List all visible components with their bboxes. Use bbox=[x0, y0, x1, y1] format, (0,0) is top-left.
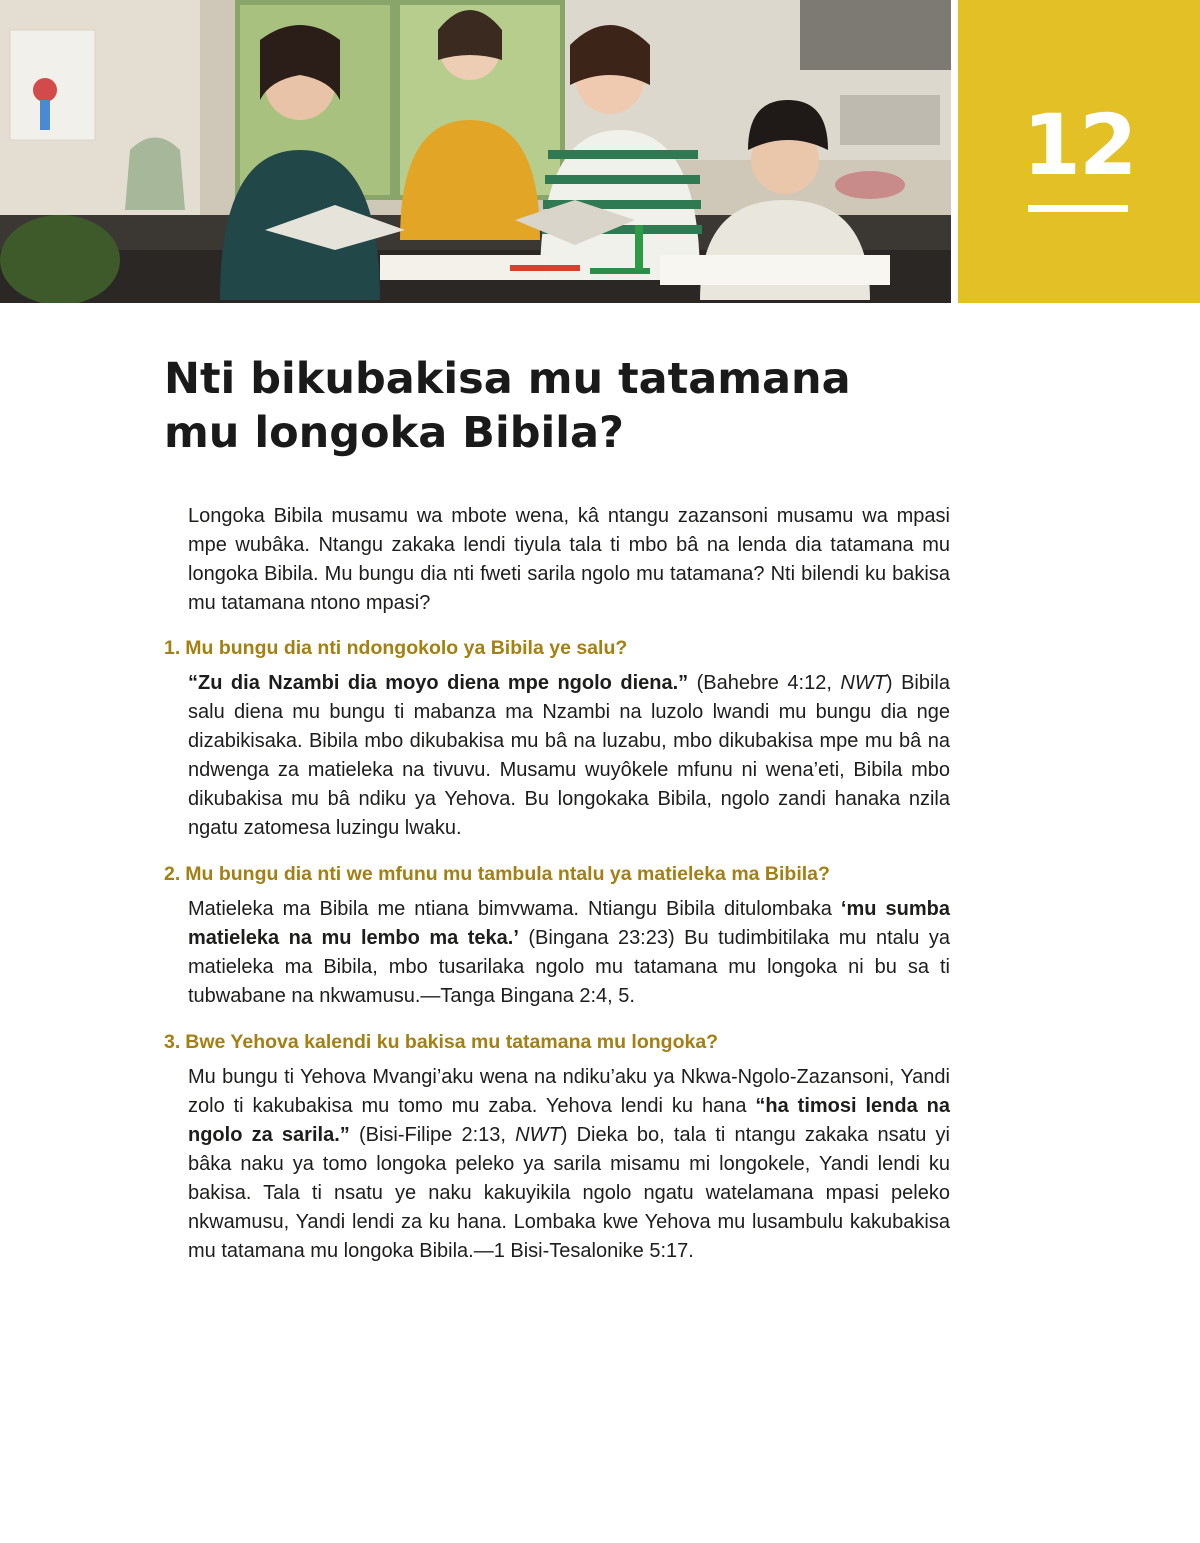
question-text: Mu bungu dia nti ndongokolo ya Bibila ye salu? bbox=[185, 637, 628, 659]
question-section-2 bbox=[164, 861, 950, 1011]
lesson-number-panel bbox=[958, 0, 1200, 303]
question-number: 2. bbox=[164, 863, 181, 885]
answer-paragraph bbox=[188, 669, 950, 843]
question-number: 3. bbox=[164, 1031, 181, 1053]
bible-version: NWT bbox=[515, 1124, 561, 1146]
scripture-ref-close: ) bbox=[885, 672, 902, 694]
question-number: 1. bbox=[164, 637, 181, 659]
scripture-quote: ‘mu sumba matieleka na mu lembo ma teka.’ bbox=[188, 898, 950, 949]
bible-version: NWT bbox=[840, 672, 886, 694]
scripture-quote: “Zu dia Nzambi dia moyo diena mpe ngolo diena.” bbox=[188, 672, 689, 694]
lesson-number: 12 bbox=[1022, 96, 1136, 194]
scripture-quote: “ha timosi lenda na ngolo za sarila.” bbox=[188, 1095, 950, 1146]
lesson-content bbox=[164, 502, 950, 1284]
lesson-number-underline bbox=[1028, 205, 1128, 212]
scripture-ref: (Bahebre 4:12, bbox=[688, 672, 841, 694]
answer-body-end: (Bingana 23:23) Bu tudimbitilaka mu ntalu ya matieleka ma Bibila, mbo tusarilaka ngolo mu tatamana mu longoka ni bu sa ti tubwabane na nkwamusu.—Tanga Bingana 2:4, 5. bbox=[188, 927, 950, 1007]
question-section-1 bbox=[164, 635, 950, 843]
answer-paragraph bbox=[188, 1063, 950, 1266]
page-title bbox=[164, 352, 1064, 460]
question-heading bbox=[164, 1029, 950, 1055]
answer-body: Bibila salu diena mu bungu ti mabanza ma Nzambi na luzolo lwandi mu bungu dia nge dizabikisaka. Bibila mbo dikubakisa mu bâ na luzabu, mbo dikubakisa mpe mu bâ na ndwenga za matieleka na tivuvu. Musamu wuyôkele mfunu ni wena’eti, Bibila mbo dikubakisa mu bâ ndiku ya Yehova. Bu longokaka Bibila, ngolo zandi hanaka nzila ngatu zatomesa luzingu lwaku. bbox=[188, 672, 950, 839]
question-text: Bwe Yehova kalendi ku bakisa mu tatamana mu longoka? bbox=[185, 1031, 719, 1053]
question-heading bbox=[164, 861, 950, 887]
answer-body-start: Mu bungu ti Yehova Mvangi’aku wena na ndiku’aku ya Nkwa-Ngolo-Zazansoni, Yandi zolo ti kakubakisa mu tomo mu zaba. Yehova lendi ku hana bbox=[188, 1066, 950, 1117]
question-section-3 bbox=[164, 1029, 950, 1266]
scripture-ref: (Bisi-Filipe 2:13, bbox=[349, 1124, 516, 1146]
header-photo bbox=[0, 0, 951, 303]
page-title-line-2: mu longoka Bibila? bbox=[164, 408, 624, 458]
question-text: Mu bungu dia nti we mfunu mu tambula ntalu ya matieleka ma Bibila? bbox=[185, 863, 830, 885]
answer-body-end: ) Dieka bo, tala ti ntangu zakaka nsatu yi bâka naku ya tomo longoka peleko ya sarila misamu mi longokele, Yandi lendi ku bakisa. Tala ti nsatu ye naku kakuyikila ngolo ngatu watelamana mpasi peleko nkwamusu, Yandi lendi za ku hana. Lombaka kwe Yehova mu lusambulu kakubakisa mu tatamana mu longoka Bibila.—1 Bisi-Tesalonike 5:17. bbox=[188, 1124, 951, 1262]
page-title-line-1: Nti bikubakisa mu tatamana bbox=[164, 354, 851, 404]
question-heading bbox=[164, 635, 950, 661]
answer-body-start: Matieleka ma Bibila me ntiana bimvwama. Ntiangu Bibila ditulombaka bbox=[188, 898, 841, 920]
intro-paragraph: Longoka Bibila musamu wa mbote wena, kâ ntangu zazansoni musamu wa mpasi mpe wubâka. Ntangu zakaka lendi tiyula tala ti mbo bâ na lenda dia tatamana mu longoka Bibila. Mu bungu dia nti fweti sarila ngolo mu tatamana? Nti bilendi ku bakisa mu tatamana ntono mpasi? bbox=[188, 505, 950, 614]
answer-paragraph bbox=[188, 895, 950, 1011]
